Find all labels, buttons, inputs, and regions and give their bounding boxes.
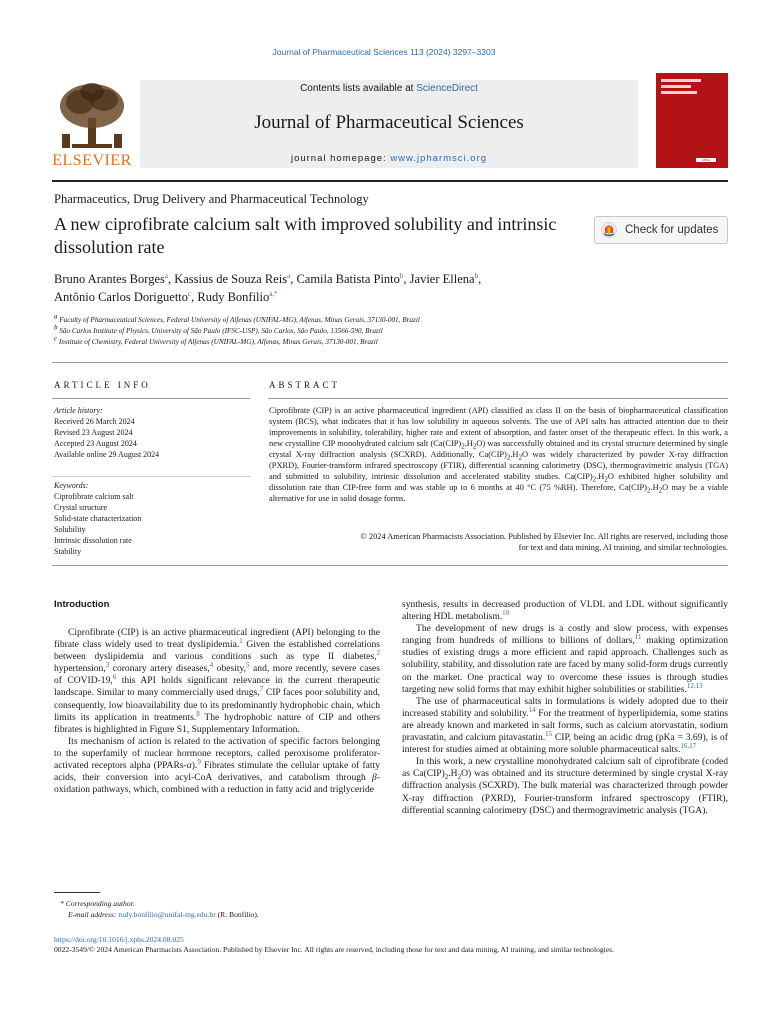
- check-for-updates-label: Check for updates: [625, 224, 719, 236]
- history-item: Revised 23 August 2024: [54, 428, 133, 437]
- body-column-left: [54, 627, 380, 796]
- paragraph: In this work, a new crystalline monohydrated calcium salt of ciprofibrate (coded as $Ca(CIP)_2.H_2O$) was obtained and its structure determined by single crystal X-ray diffraction analysis (SCXRD). The bulk material was characterized through powder X-ray diffraction (PXRD), Fourier-transform infrared spectroscopy (FTIR), differential scanning calorimetry (DSC) and thermogravimetric analysis (TGA).: [402, 756, 728, 816]
- elsevier-wordmark: ELSEVIER: [52, 152, 132, 169]
- divider: [52, 362, 728, 363]
- author-name[interactable]: Antônio Carlos Doriguetto: [54, 290, 189, 304]
- corresponding-author-note: * Corresponding author.: [60, 899, 135, 908]
- divider: [268, 398, 728, 399]
- author-name[interactable]: Rudy Bonfilio: [197, 290, 270, 304]
- affiliation-mark[interactable]: a: [287, 271, 291, 280]
- email-link[interactable]: rudy.bonfilio@unifal-mg.edu.br: [118, 910, 216, 919]
- affiliation-item: $^c$ Institute of Chemistry, Federal University of Alfenas (UNIFAL-MG), Alfenas, Minas Gerais, 37130-001, Brazil: [54, 334, 378, 346]
- doi-link[interactable]: https://doi.org/10.1016/j.xphs.2024.08.025: [54, 935, 184, 944]
- history-item: Accepted 23 August 2024: [54, 439, 137, 448]
- divider: [52, 565, 728, 566]
- header-rule: [52, 180, 728, 182]
- cover-badge: APhA: [696, 158, 716, 162]
- paragraph: Ciprofibrate (CIP) is an active pharmaceutical ingredient (API) belonging to the fibrate class widely used to treat dyslipidemia.$^1$ Given the established correlations between dyslipidemia and various conditions such as type II diabetes,$^2$ hypertension,$^3$ coronary artery diseases,$^4$ obesity,$^5$ and, more recently, severe cases of COVID-19,$^6$ this API holds significant relevance in the current therapeutic landscape. Similar to many commercially used drugs,$^7$ CIP faces poor solubility and, consequently, low bioavailability due to its predominantly hydrophobic chain, which limits its application in treatments.$^8$ The hydrophobic nature of CIP and others fibrates is highlighted in Figure S1, Supplementary Information.: [54, 627, 381, 735]
- keyword-item: Ciprofibrate calcium salt: [54, 492, 134, 501]
- affiliation-item: $^a$ Faculty of Pharmaceutical Sciences, Federal University of Alfenas (UNIFAL-MG), Alfenas, Minas Gerais, 37130-001, Brazil: [54, 312, 420, 324]
- keyword-item: Crystal structure: [54, 503, 108, 512]
- email-note: E-mail address: rudy.bonfilio@unifal-mg.edu.br (R. Bonfilio).: [68, 910, 259, 919]
- introduction-heading: Introduction: [54, 599, 110, 610]
- journal-cover-image[interactable]: [656, 73, 728, 168]
- affiliations: [54, 312, 674, 348]
- keyword-item: Solubility: [54, 525, 86, 534]
- history-item: Received 26 March 2024: [54, 417, 135, 426]
- affiliation-mark[interactable]: a,*: [269, 289, 278, 298]
- author-list: Bruno Arantes Borges$^a$, Kassius de Souza Reis$^a$, Camila Batista Pinto$^b$, Javier Ellena$^b$, Antônio Carlos Doriguetto$^c$, Rudy Bonfilio$^{a,*}$: [54, 271, 482, 304]
- history-label: Article history:: [54, 406, 103, 415]
- affiliation-mark[interactable]: a: [164, 271, 168, 280]
- homepage-link[interactable]: www.jpharmsci.org: [390, 153, 488, 164]
- keyword-item: Stability: [54, 547, 82, 556]
- divider: [52, 398, 250, 399]
- affiliation-mark[interactable]: b: [399, 271, 404, 280]
- article-history: [54, 405, 159, 460]
- issn-copyright: 0022-3549/© 2024 American Pharmacists Association. Published by Elsevier Inc. All rights are reserved, including those for text and data mining, AI training, and similar technologies.: [54, 945, 615, 954]
- author-name[interactable]: Javier Ellena: [409, 272, 475, 286]
- author-name[interactable]: Kassius de Souza Reis: [174, 272, 288, 286]
- paragraph: Its mechanism of action is related to the activation of specific factors belonging to the superfamily of nuclear hormone receptors, called peroxisome proliferator-activated receptors alpha (PPARs-α).$^9$ Fibrates stimulate the cellular uptake of fatty acids, their conversion into acyl-CoA derivatives, and catabolism through β-oxidation pathways, which, combined with a reduction in fatty acid and triglyceride: [54, 735, 380, 796]
- abstract-copyright: © 2024 American Pharmacists Association. Published by Elsevier Inc. All rights are reserved, including those for text and data mining, AI training, and similar technologies.: [360, 532, 728, 553]
- author-name[interactable]: Bruno Arantes Borges: [54, 272, 165, 286]
- abstract-text: Ciprofibrate (CIP) is an active pharmaceutical ingredient (API) classified as class II on the basis of biopharmaceutical classification system (BCS), what indicates that it has low solubility in aqueous solvents. The use of API salts has attracted attention due to their improvements in solubility, tolerability, higher rate and extent of absorption, and faster onset of the therapeutic effect. In this work, a new crystalline CIP monohydrated calcium salt $(Ca(CIP)_2.H_2O)$ was successfully obtained and its crystal structure determined by single crystal X-ray diffraction analysis (SCXRD). Additionally, $Ca(CIP)_2.H_2O$ was widely characterized by powder X-ray diffraction (PXRD), Fourier-transform infrared spectroscopy (FTIR), differential scanning calorimetry (DSC), thermogravimetric analysis (TGA) and submitted to solubility, intrinsic dissolution and accelerated stability studies. $Ca(CIP)_2.H_2O$ exhibited higher solubility and dissolution rate than CIP-free form and was stable up to 6 months at 40 °C (75 %RH). Therefore, $Ca(CIP)_2.H_2O$ may be a viable alternative for use in solid dosage forms.: [269, 406, 728, 504]
- affiliation-item: $^b$ São Carlos Institute of Physics, University of São Paulo (IFSC-USP), São Carlos, São Paulo, 13566-590, Brazil: [54, 323, 383, 335]
- paragraph: synthesis, results in decreased production of VLDL and LDL without significantly altering HDL metabolism.$^{10}$: [402, 599, 728, 623]
- affiliation-mark[interactable]: c: [188, 289, 192, 298]
- paragraph: The use of pharmaceutical salts in formulations is widely adopted due to their increased stability and solubility.$^{14}$ For the treatment of hyperlipidemia, some statins are already known and marketed in salt forms, such as calcium atorvastatin, sodium pravastatin, and calcium pitavastatin.$^{15}$ CIP, being an acidic drug (pKa = 3.69), is of interest for studies aimed at obtaining more soluble pharmaceutical salts.$^{16,17}$: [402, 695, 728, 756]
- keyword-item: Intrinsic dissolution rate: [54, 536, 132, 545]
- article-title: A new ciprofibrate calcium salt with improved solubility and intrinsic dissolution rate: [54, 214, 557, 257]
- keywords: [54, 477, 141, 557]
- article-section: Pharmaceutics, Drug Delivery and Pharmaceutical Technology: [54, 192, 369, 206]
- contents-availability: Contents lists available at ScienceDirect: [300, 83, 478, 94]
- check-for-updates-button[interactable]: [594, 216, 728, 244]
- journal-citation[interactable]: Journal of Pharmaceutical Sciences 113 (2024) 3297–3303: [272, 47, 496, 57]
- history-item: Available online 29 August 2024: [54, 450, 160, 459]
- article-info-heading: ARTICLE INFO: [54, 380, 151, 390]
- abstract-heading: ABSTRACT: [269, 380, 341, 390]
- paragraph: The development of new drugs is a costly and slow process, with expenses ranging from hundreds of millions to billions of dollars,$^{11}$ making optimization studies of existing drugs a more efficient and rapid approach. Challenges such as solubility, stability, and dissolution rate are faced by many solid-form drugs currently on the market. One practical way to overcome these issues is through studies targeting new solid forms that may exhibit higher solubilities or stabilities.$^{12,13}$: [402, 623, 728, 695]
- crossmark-icon: [601, 222, 617, 238]
- journal-homepage: journal homepage: www.jpharmsci.org: [290, 153, 488, 164]
- keywords-label: Keywords:: [54, 481, 89, 490]
- affiliation-mark[interactable]: b: [474, 271, 479, 280]
- keyword-item: Solid-state characterization: [54, 514, 142, 523]
- sciencedirect-link[interactable]: ScienceDirect: [416, 83, 478, 94]
- footnote-rule: [54, 892, 100, 893]
- footnote: [60, 898, 259, 920]
- body-column-right: [402, 599, 728, 817]
- author-name[interactable]: Camila Batista Pinto: [296, 272, 400, 286]
- journal-name: Journal of Pharmaceutical Sciences: [254, 112, 524, 133]
